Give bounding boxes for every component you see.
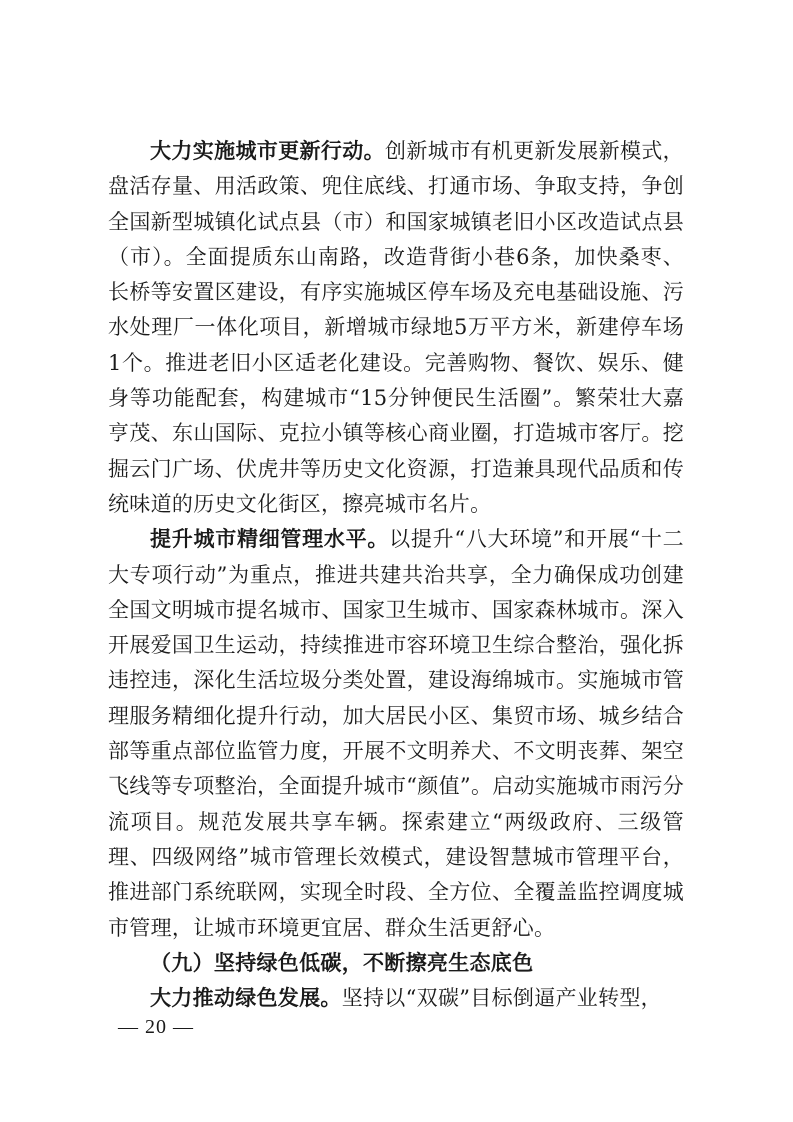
paragraph-lead: 大力推动绿色发展。 xyxy=(150,986,342,1011)
paragraph-lead: 大力实施城市更新行动。 xyxy=(150,139,385,163)
paragraph-text: 坚持以“双碳”目标倒逼产业转型， xyxy=(341,986,662,1011)
page-number: — 20 — xyxy=(118,1016,194,1038)
section-heading: （九）坚持绿色低碳，不断擦亮生态底色 xyxy=(150,950,534,975)
paragraph-text: 创新城市有机更新发展新模式，盘活存量、用活政策、兜住底线、打通市场、争取支持，争创全国新型城镇化试点县（市）和国家城镇老旧小区改造试点县（市）。全面提质东山南路，改造背街小巷6条，加快桑枣、长桥等安置区建设，有序实施城区停车场及充电基础设施、污水处理厂一体化项目，新增城市绿地5万平方米，新建停车场1个。推进老旧小区适老化建设。完善购物、餐饮、娱乐、健身等功能配套，构建城市“15分钟便民生活圈”。繁荣壮大嘉亨茂、东山国际、克拉小镇等核心商业圈，打造城市客厅。挖掘云门广场、伏虎井等历史文化资源，打造兼具现代品质和传统味道的历史文化街区，擦亮城市名片。 xyxy=(108,139,684,516)
paragraph-lead: 提升城市精细管理水平。 xyxy=(150,527,390,552)
document-body xyxy=(108,134,684,1016)
paragraph-urban-renewal xyxy=(108,134,684,522)
paragraph-green-development xyxy=(108,981,684,1016)
paragraph-text: 以提升“八大环境”和开展“十二大专项行动”为重点，推进共建共治共享，全力确保成功创建全国文明城市提名城市、国家卫生城市、国家森林城市。深入开展爱国卫生运动，持续推进市容环境卫生综合整治，强化拆违控违，深化生活垃圾分类处置，建设海绵城市。实施城市管理服务精细化提升行动，加大居民小区、集贸市场、城乡结合部等重点部位监管力度，开展不文明养犬、不文明丧葬、架空飞线等专项整治，全面提升城市“颜值”。启动实施城市雨污分流项目。规范发展共享车辆。探索建立“两级政府、三级管理、四级网络”城市管理长效模式，建设智慧城市管理平台，推进部门系统联网，实现全时段、全方位、全覆盖监控调度城市管理，让城市环境更宜居、群众生活更舒心。 xyxy=(108,527,684,940)
paragraph-urban-management xyxy=(108,522,684,946)
